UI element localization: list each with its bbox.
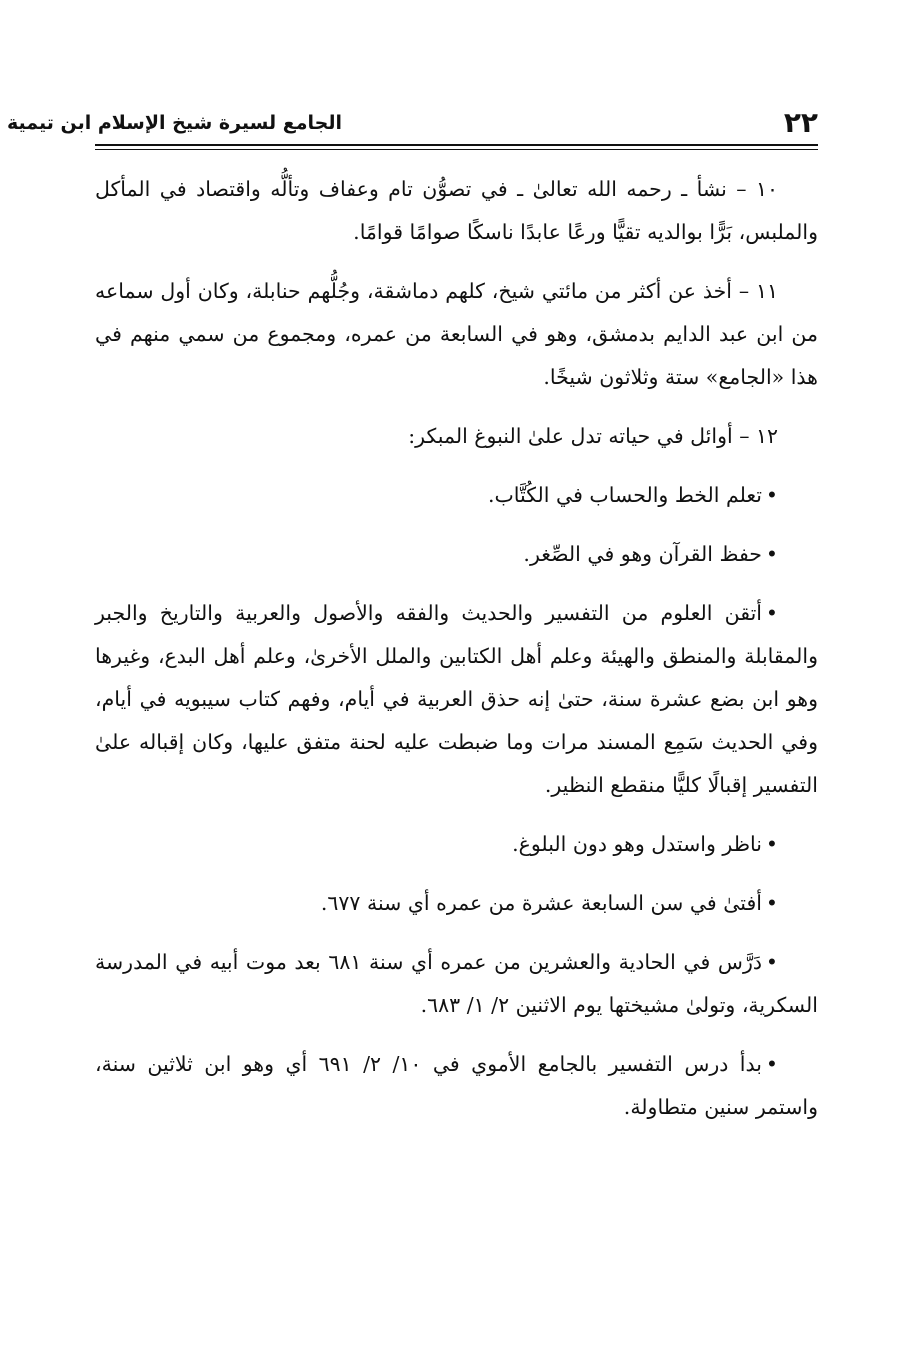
page-number: ٢٢ (783, 106, 818, 139)
bullet-icon: • (765, 832, 778, 856)
achievements-list (95, 474, 818, 1129)
bullet-icon: • (765, 542, 778, 566)
bullet-icon: • (765, 483, 778, 507)
paragraph-12: ١٢ – أوائل في حياته تدل علىٰ النبوغ المبكر: (408, 424, 778, 448)
running-title: الجامع لسيرة شيخ الإسلام ابن تيمية (6, 112, 342, 134)
list-item-text: بدأ درس التفسير بالجامع الأموي في ١٠/ ٢/ ٦٩١ أي وهو ابن ثلاثين سنة، واستمر سنين متطاولة. (95, 1052, 818, 1119)
list-item (95, 823, 818, 866)
list-item-text: تعلم الخط والحساب في الكُتَّاب. (487, 483, 762, 507)
paragraph-10: ١٠ – نشأ ـ رحمه الله تعالىٰ ـ في تصوُّن تام وعفاف وتألُّه واقتصاد في المأكل والملبس، بَرًّا بوالديه تقيًّا ورعًا عابدًا ناسكًا صوامًا قوامًا. (95, 177, 818, 244)
list-item-text: حفظ القرآن وهو في الصِّغر. (523, 542, 762, 566)
list-item (95, 592, 818, 807)
list-item-text: دَرَّس في الحادية والعشرين من عمره أي سنة ٦٨١ بعد موت أبيه في المدرسة السكرية، وتولىٰ مشيختها يوم الاثنين ٢/ ١/ ٦٨٣. (95, 950, 818, 1017)
list-item (95, 474, 818, 517)
header-rule-thin (95, 149, 818, 150)
list-item (95, 533, 818, 576)
bullet-icon: • (765, 1052, 778, 1076)
book-page (6, 106, 818, 1310)
list-item (95, 882, 818, 925)
paragraph-11: ١١ – أخذ عن أكثر من مائتي شيخ، كلهم دماشقة، وجُلُّهم حنابلة، وكان أول سماعه من ابن عبد الدايم بدمشق، وهو في السابعة من عمره، ومجموع من سمي منهم في هذا «الجامع» ستة وثلاثون شيخًا. (95, 279, 818, 389)
page-body (95, 168, 818, 1129)
running-header (6, 106, 818, 144)
header-rule-thick (95, 144, 818, 146)
list-item (95, 1043, 818, 1129)
bullet-icon: • (765, 891, 778, 915)
list-item-text: أفتىٰ في سن السابعة عشرة من عمره أي سنة ٦٧٧. (320, 891, 762, 915)
list-item-text: أتقن العلوم من التفسير والحديث والفقه والأصول والعربية والتاريخ والجبر والمقابلة والمنطق والهيئة وعلم أهل الكتابين والملل الأخرىٰ، وعلم أهل البدع، وغيرها وهو ابن بضع عشرة سنة، حتىٰ إنه حذق العربية في أيام، وفهم كتاب سيبويه في أيام، وفي الحديث سَمِع المسند مرات وما ضبطت عليه لحنة متفق عليها، وكان إقباله علىٰ التفسير إقبالًا كليًّا منقطع النظير. (95, 601, 818, 797)
list-item (95, 941, 818, 1027)
bullet-icon: • (765, 601, 778, 625)
list-item-text: ناظر واستدل وهو دون البلوغ. (512, 832, 762, 856)
bullet-icon: • (765, 950, 778, 974)
